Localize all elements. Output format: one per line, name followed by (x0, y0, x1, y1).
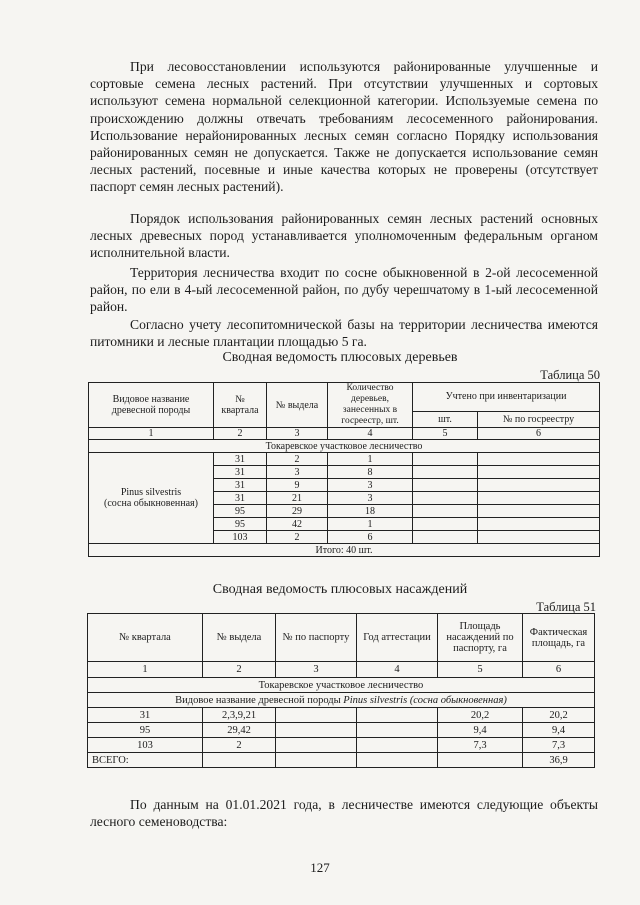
table-cell: 42 (267, 518, 328, 531)
table-cell: 31 (214, 479, 267, 492)
table-cell: 1 (328, 518, 413, 531)
header-species: Видовое название древесной породы (89, 383, 214, 428)
species-common: (сосна обыкновенная) (104, 498, 198, 509)
table-cell (413, 531, 478, 544)
section-row: Токаревское участковое лесничество (88, 678, 595, 693)
table-cell: 3 (328, 479, 413, 492)
table-cell: 20,2 (438, 708, 523, 723)
table-cell (413, 518, 478, 531)
header-passport: № по паспорту (276, 614, 357, 662)
table51-caption: Сводная ведомость плюсовых насаждений (212, 582, 468, 597)
table-cell (413, 505, 478, 518)
table-cell (438, 753, 523, 768)
table-cell: 95 (214, 505, 267, 518)
table-cell: 3 (328, 492, 413, 505)
table-cell: 31 (214, 453, 267, 466)
table-cell: 95 (88, 723, 203, 738)
species-row (88, 693, 595, 708)
table-cell: 9,4 (438, 723, 523, 738)
table-cell: 103 (214, 531, 267, 544)
table-cell: 103 (88, 738, 203, 753)
table-cell: 31 (88, 708, 203, 723)
table-cell: 2,3,9,21 (203, 708, 276, 723)
table-cell (357, 738, 438, 753)
table-cell (478, 479, 600, 492)
table-cell: 29,42 (203, 723, 276, 738)
paragraph-3: Территория лесничества входит по сосне обыкновенной в 2-ой лесосеменной район, по ели в 4-ый лесосеменной район, по дубу черешчатому в 1-ый лесосеменной район. (90, 265, 598, 315)
table-cell (413, 479, 478, 492)
total-label: ВСЕГО: (88, 753, 203, 768)
table-cell (413, 466, 478, 479)
table-cell (478, 505, 600, 518)
species-suffix: (сосна обыкновенная) (407, 694, 507, 706)
table-cell: 31 (214, 492, 267, 505)
table-cell (357, 753, 438, 768)
header-kvartal: № квартала (214, 383, 267, 428)
table-cell (478, 531, 600, 544)
colnum: 5 (438, 662, 523, 678)
table-cell (357, 723, 438, 738)
table-cell: 7,3 (523, 738, 595, 753)
paragraph-4: Согласно учету лесопитомнической базы на территории лесничества имеются питомники и лесные плантации площадью 5 га. (90, 317, 598, 350)
header-vydel: № выдела (267, 383, 328, 428)
header-vydel: № выдела (203, 614, 276, 662)
table-cell: 2 (203, 738, 276, 753)
table51 (87, 613, 595, 768)
header-reg: № по госреестру (478, 411, 600, 427)
table50-caption: Сводная ведомость плюсовых деревьев (222, 350, 458, 365)
table-cell: 9,4 (523, 723, 595, 738)
table-cell: 31 (214, 466, 267, 479)
table50-label: Таблица 50 (540, 368, 600, 382)
colnum: 1 (89, 428, 214, 440)
table-cell (413, 492, 478, 505)
species-latin: Pinus silvestris (120, 487, 182, 498)
colnum: 5 (413, 428, 478, 440)
paragraph-5: По данным на 01.01.2021 года, в лесничестве имеются следующие объекты лесного семеноводства: (90, 797, 598, 830)
table-cell (276, 753, 357, 768)
table-cell: 1 (328, 453, 413, 466)
table-cell (357, 708, 438, 723)
colnum: 3 (267, 428, 328, 440)
table-cell (276, 738, 357, 753)
header-actual: Фактическая площадь, га (523, 614, 595, 662)
table-cell (413, 453, 478, 466)
table-cell: 29 (267, 505, 328, 518)
species-cell (89, 453, 214, 544)
table-cell (478, 492, 600, 505)
table51-label: Таблица 51 (536, 600, 596, 614)
paragraph-2: Порядок использования районированных семян лесных растений основных лесных древесных пород устанавливается уполномоченным федеральным органом исполнительной власти. (90, 211, 598, 261)
colnum: 6 (478, 428, 600, 440)
header-inventory: Учтено при инвентаризации (413, 383, 600, 412)
table-cell: 7,3 (438, 738, 523, 753)
table-cell: 2 (267, 453, 328, 466)
table-cell: 2 (267, 531, 328, 544)
table-cell (203, 753, 276, 768)
table-cell: 8 (328, 466, 413, 479)
table-cell (478, 518, 600, 531)
header-count: Количество деревьев, занесенных в госреестр, шт. (328, 383, 413, 428)
colnum: 6 (523, 662, 595, 678)
colnum: 1 (88, 662, 203, 678)
table-cell: 20,2 (523, 708, 595, 723)
table-cell: 6 (328, 531, 413, 544)
table-cell: 18 (328, 505, 413, 518)
species-latin: Pinus silvestris (343, 694, 408, 706)
colnum: 2 (203, 662, 276, 678)
header-year: Год аттестации (357, 614, 438, 662)
table50 (88, 382, 600, 557)
header-area: Площадь насаждений по паспорту, га (438, 614, 523, 662)
table-cell (276, 708, 357, 723)
colnum: 3 (276, 662, 357, 678)
table-cell (478, 466, 600, 479)
table-cell: 95 (214, 518, 267, 531)
header-kvartal: № квартала (88, 614, 203, 662)
total-row: Итого: 40 шт. (89, 544, 600, 557)
header-sht: шт. (413, 411, 478, 427)
colnum: 4 (357, 662, 438, 678)
colnum: 2 (214, 428, 267, 440)
table-cell: 21 (267, 492, 328, 505)
paragraph-1: При лесовосстановлении используются районированные улучшенные и сортовые семена лесных растений. При отсутствии улучшенных и сортовых используют семена нормальной селекционной категории. Используемые семена по происхождению должны отвечать требованиям лесосеменного районирования. Использование нерайонированных лесных семян согласно Порядку использования районированных семян не допускается. Также не допускается использование семян лесных растений, посевные и иные качества которых не проверены (отсутствует паспорт семян лесных растений). (90, 59, 598, 195)
colnum: 4 (328, 428, 413, 440)
table-cell (478, 453, 600, 466)
table-cell: 3 (267, 466, 328, 479)
table-cell: 9 (267, 479, 328, 492)
species-prefix: Видовое название древесной породы (175, 694, 344, 706)
table-cell (276, 723, 357, 738)
section-row: Токаревское участковое лесничество (89, 440, 600, 453)
page-number: 127 (310, 860, 330, 875)
total-value: 36,9 (523, 753, 595, 768)
